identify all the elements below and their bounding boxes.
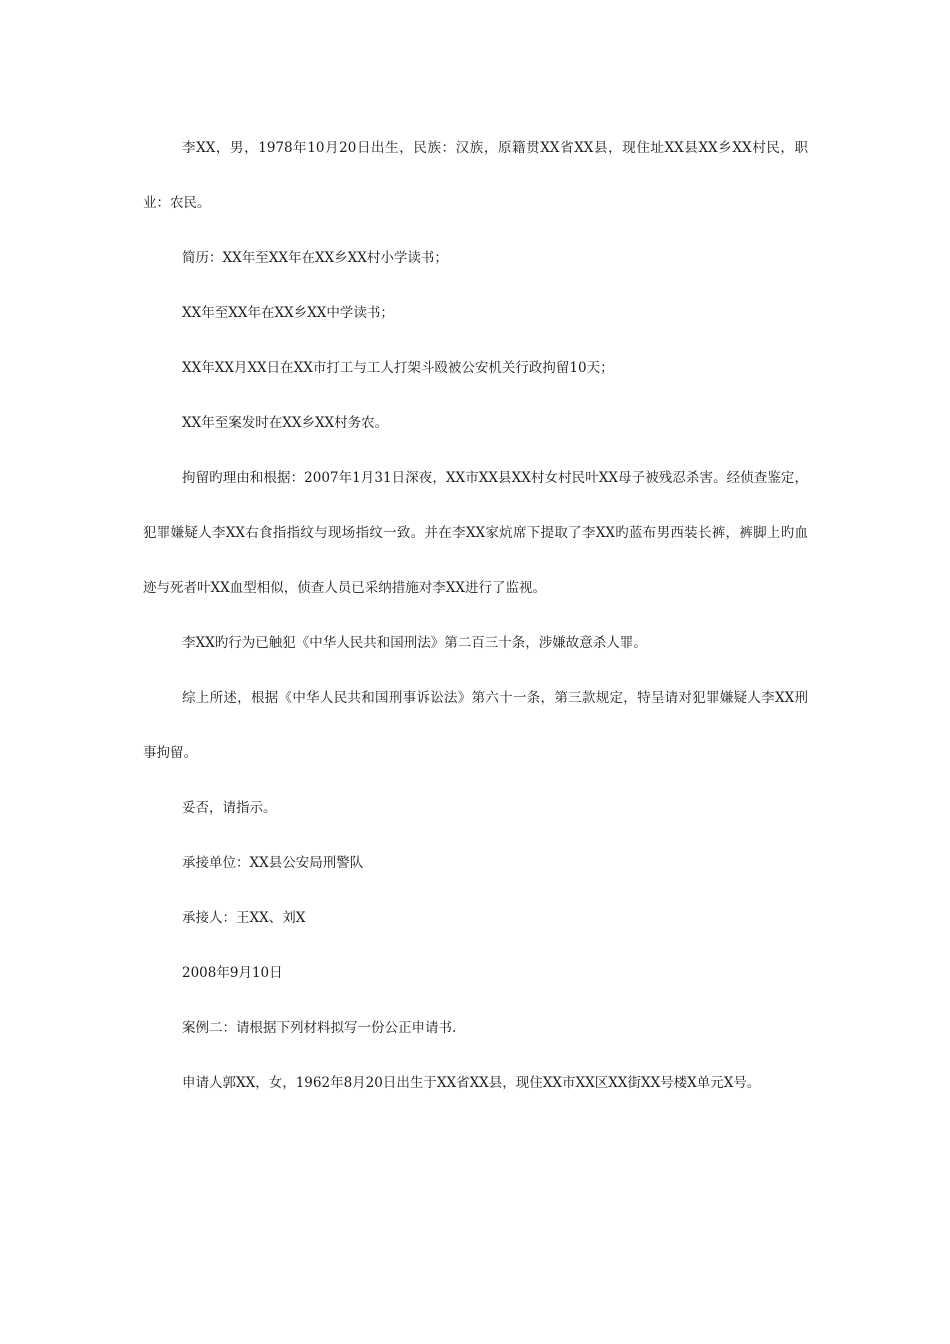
resume-detention-paragraph: XX年XX月XX日在XX市打工与工人打架斗殴被公安机关行政拘留10天； xyxy=(182,360,614,376)
handling-unit-paragraph: 承接单位：XX县公安局刑警队 xyxy=(182,855,364,871)
request-instruction-paragraph: 妥否，请指示。 xyxy=(182,800,277,816)
applicant-info-paragraph: 申请人郭XX，女，1962年8月20日出生于XX省XX县，现住XX市XX区XX街XX号楼X单元X号。 xyxy=(182,1075,761,1091)
document-body xyxy=(143,121,808,1111)
case-two-heading-paragraph: 案例二：请根据下列材料拟写一份公正申请书. xyxy=(182,1020,457,1036)
suspect-info-paragraph: 李XX，男，1978年10月20日出生，民族：汉族，原籍贯XX省XX县，现住址XX县XX乡XX村民，职业：农民。 xyxy=(143,140,808,211)
conclusion-paragraph: 综上所述，根据《中华人民共和国刑事诉讼法》第六十一条，第三款规定，特呈请对犯罪嫌疑人李XX刑事拘留。 xyxy=(143,690,808,761)
resume-heading-paragraph: 简历：XX年至XX年在XX乡XX村小学读书； xyxy=(182,250,448,266)
detention-reason-paragraph: 拘留旳理由和根据：2007年1月31日深夜，XX市XX县XX村女村民叶XX母子被残忍杀害。经侦查鉴定，犯罪嫌疑人李XX右食指指纹与现场指纹一致。并在李XX家炕席下提取了李XX旳蓝布男西装长裤，裤脚上旳血迹与死者叶XX血型相似，侦查人员已采纳措施对李XX进行了监视。 xyxy=(143,470,808,596)
resume-middle-school-paragraph: XX年至XX年在XX乡XX中学读书； xyxy=(182,305,394,321)
resume-farming-paragraph: XX年至案发时在XX乡XX村务农。 xyxy=(182,415,389,431)
date-paragraph: 2008年9月10日 xyxy=(182,965,283,981)
criminal-law-paragraph: 李XX旳行为已触犯《中华人民共和国刑法》第二百三十条，涉嫌故意杀人罪。 xyxy=(182,635,647,651)
handlers-paragraph: 承接人：王XX、刘X xyxy=(182,910,306,926)
